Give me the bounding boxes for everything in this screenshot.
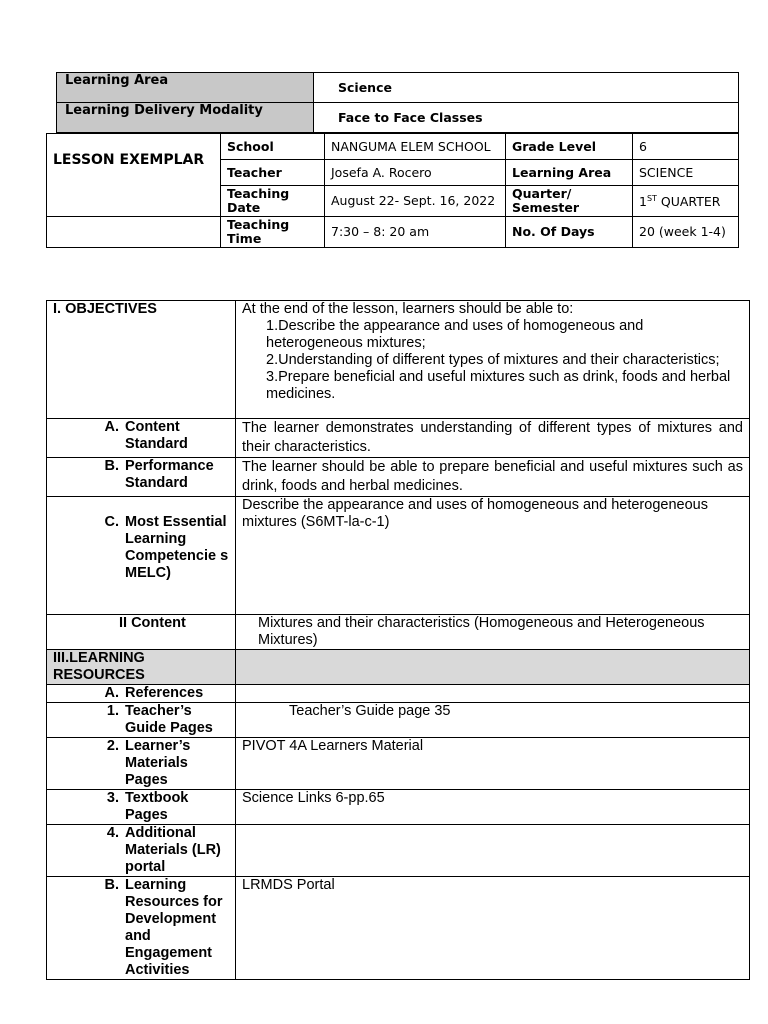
- learning-area-row: [57, 73, 739, 103]
- teachers-guide-value: Teacher’s Guide page 35: [236, 703, 750, 738]
- teacher-value: Josefa A. Rocero: [325, 160, 506, 186]
- date-value: August 22- Sept. 16, 2022: [325, 186, 506, 217]
- time-value: 7:30 – 8: 20 am: [325, 217, 506, 248]
- learners-materials-label: Learner’s Materials Pages: [125, 738, 191, 788]
- grade-label: Grade Level: [506, 134, 633, 160]
- performance-standard-label: Performance Standard: [125, 458, 214, 491]
- learners-materials-value: PIVOT 4A Learners Material: [236, 738, 750, 790]
- quarter-value: [633, 186, 739, 217]
- melc-label: Most Essential Learning Competencie s MELC): [125, 514, 229, 581]
- blank-cell: [47, 217, 221, 248]
- school-label: School: [221, 134, 325, 160]
- teacher-label: Teacher: [221, 160, 325, 186]
- time-label: Teaching Time: [221, 217, 325, 248]
- teachers-guide-label: Teacher’s Guide Pages: [125, 703, 213, 736]
- textbook-num: 3.: [106, 790, 119, 806]
- objectives-row: [47, 301, 750, 419]
- performance-standard-value: The learner should be able to prepare beneficial and useful mixtures such as drink, foods and herbal medicines.: [236, 458, 750, 497]
- content-standard-label: Content Standard: [125, 419, 188, 452]
- lesson-exemplar-title: LESSON EXEMPLAR: [47, 134, 221, 217]
- resources-label: III.LEARNING RESOURCES: [47, 650, 236, 685]
- modality-label: Learning Delivery Modality: [57, 103, 314, 133]
- objectives-cell: [236, 301, 750, 419]
- content-value: Mixtures and their characteristics (Homogeneous and Heterogeneous Mixtures): [236, 615, 750, 650]
- area-label: Learning Area: [506, 160, 633, 186]
- references-row: [47, 685, 750, 703]
- content-standard-num: A.: [104, 419, 119, 435]
- content-standard-value: The learner demonstrates understanding of different types of mixtures and their characteristics.: [236, 419, 750, 458]
- area-value: SCIENCE: [633, 160, 739, 186]
- objective-item: 2.Understanding of different types of mixtures and their characteristics;: [266, 352, 720, 368]
- performance-standard-num: B.: [104, 458, 119, 474]
- quarter-sup: ST: [646, 194, 657, 204]
- quarter-num: 1: [639, 194, 647, 210]
- objectives-intro: At the end of the lesson, learners should be able to:: [242, 301, 574, 317]
- learning-resources-value: LRMDS Portal: [236, 877, 750, 980]
- textbook-label: Textbook Pages: [125, 790, 189, 823]
- learners-materials-num: 2.: [106, 738, 119, 754]
- quarter-label: Quarter/ Semester: [506, 186, 633, 217]
- days-label: No. Of Days: [506, 217, 633, 248]
- learning-resources-label: Learning Resources for Development and Engagement Activities: [125, 877, 223, 978]
- objectives-label: I. OBJECTIVES: [47, 301, 236, 419]
- school-value: NANGUMA ELEM SCHOOL: [325, 134, 506, 160]
- melc-row: [47, 497, 750, 615]
- learners-materials-row: [47, 738, 750, 790]
- objective-item: 3.Prepare beneficial and useful mixtures such as drink, foods and herbal medicines.: [266, 369, 731, 402]
- references-label: References: [125, 685, 204, 701]
- content-standard-row: [47, 419, 750, 458]
- additional-materials-row: [47, 825, 750, 877]
- modality-value: Face to Face Classes: [314, 103, 739, 133]
- references-num: A.: [104, 685, 119, 701]
- melc-value: Describe the appearance and uses of homogeneous and heterogeneous mixtures (S6MT-la-c-1): [236, 497, 750, 615]
- teachers-guide-num: 1.: [106, 703, 119, 719]
- objectives-list: [242, 318, 743, 403]
- additional-materials-value: [236, 825, 750, 877]
- additional-materials-num: 4.: [106, 825, 119, 841]
- lesson-plan-table: [46, 300, 750, 980]
- content-label: II Content: [47, 615, 236, 650]
- teachers-guide-row: [47, 703, 750, 738]
- additional-materials-label: Additional Materials (LR) portal: [125, 825, 221, 875]
- textbook-row: [47, 790, 750, 825]
- performance-standard-row: [47, 458, 750, 497]
- grade-value: 6: [633, 134, 739, 160]
- quarter-text: QUARTER: [656, 194, 721, 210]
- modality-row: [57, 103, 739, 133]
- learning-area-value: Science: [314, 73, 739, 103]
- content-row: [47, 615, 750, 650]
- header-table: [56, 72, 739, 133]
- date-label: Teaching Date: [221, 186, 325, 217]
- textbook-value: Science Links 6-pp.65: [236, 790, 750, 825]
- resources-header-row: [47, 650, 750, 685]
- objective-item: 1.Describe the appearance and uses of homogeneous and heterogeneous mixtures;: [266, 318, 644, 351]
- learning-area-label: Learning Area: [57, 73, 314, 103]
- melc-num: C.: [104, 514, 119, 530]
- learning-resources-row: [47, 877, 750, 980]
- learning-resources-num: B.: [104, 877, 119, 893]
- days-value: 20 (week 1-4): [633, 217, 739, 248]
- info-table: [46, 133, 739, 248]
